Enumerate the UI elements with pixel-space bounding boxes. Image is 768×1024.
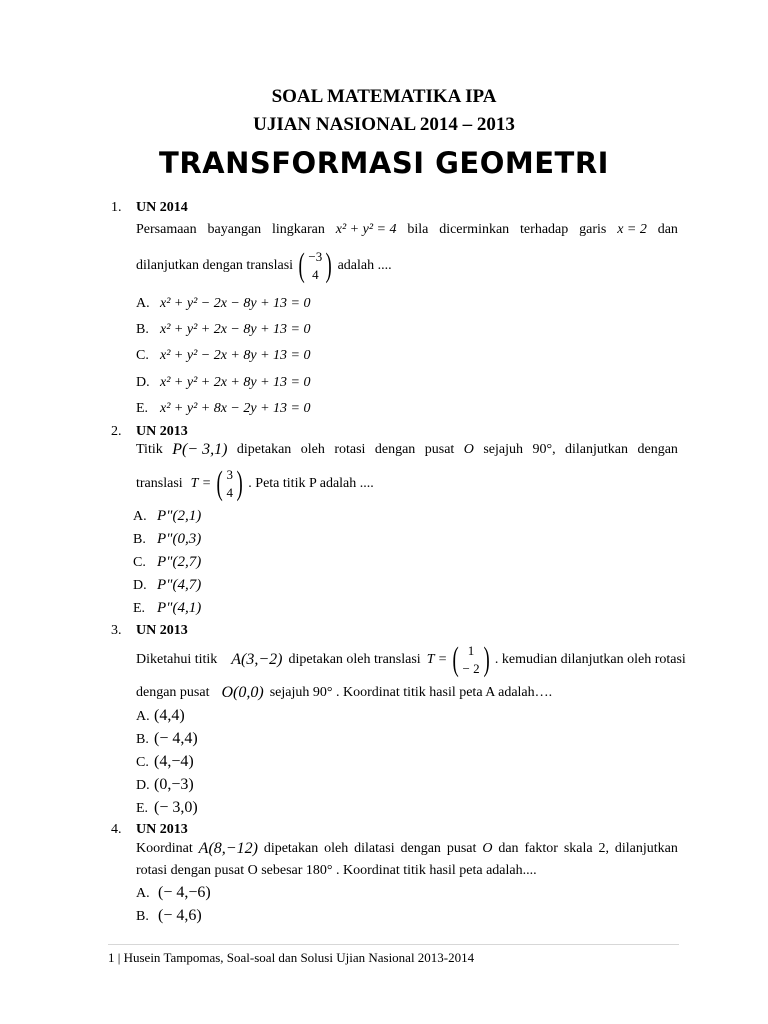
q2-translation-vector: ( 3 4 ) — [216, 465, 243, 502]
q2-year: UN 2013 — [136, 424, 188, 439]
q2-number: 2. — [111, 424, 122, 439]
q1-option-e: E. x² + y² + 8x − 2y + 13 = 0 — [136, 401, 311, 416]
q1-circle-equation: x² + y² = 4 — [335, 222, 397, 237]
q1-number: 1. — [111, 200, 122, 215]
q1-option-b: B. x² + y² + 2x − 8y + 13 = 0 — [136, 322, 311, 337]
q1-translation-vector: ( −3 4 ) — [298, 247, 333, 284]
q2-option-d: D. P"(4,7) — [133, 577, 202, 593]
q1-line-equation: x = 2 — [617, 222, 647, 237]
q2-option-b: B. P"(0,3) — [133, 531, 202, 547]
q1-line1: Persamaan bayangan lingkaran x² + y² = 4 bila dicerminkan terhadap garis x = 2 dan — [136, 222, 678, 237]
q3-line2: dengan pusat O(0,0) sejajuh 90° . Koordinat titik hasil peta A adalah…. — [136, 684, 553, 701]
q1-option-d: D. x² + y² + 2x + 8y + 13 = 0 — [136, 375, 311, 390]
q3-point: A(3,−2) — [231, 651, 283, 668]
q3-option-a: A. (4,4) — [136, 707, 185, 724]
q1-option-a: A. x² + y² − 2x − 8y + 13 = 0 — [136, 296, 311, 311]
q2-option-e: E. P"(4,1) — [133, 600, 202, 616]
q3-option-e: E. (− 3,0) — [136, 799, 198, 816]
q4-point: A(8,−12) — [198, 840, 258, 857]
q1-line2: dilanjutkan dengan translasi ( −3 4 ) adalah .... — [136, 247, 392, 284]
q3-option-b: B. (− 4,4) — [136, 730, 198, 747]
q3-origin: O(0,0) — [221, 684, 264, 701]
q4-option-a: A. (− 4,−6) — [136, 884, 211, 901]
q4-number: 4. — [111, 822, 122, 837]
q4-year: UN 2013 — [136, 822, 188, 837]
header-subject: SOAL MATEMATIKA IPA — [271, 86, 497, 107]
q2-option-c: C. P"(2,7) — [133, 554, 202, 570]
q3-line1: Diketahui titik A(3,−2) dipetakan oleh translasi T = ( 1 − 2 ) . kemudian dilanjutkan oleh rotasi — [136, 641, 686, 678]
q3-translation-vector: ( 1 − 2 ) — [452, 641, 490, 678]
q3-option-d: D. (0,−3) — [136, 776, 194, 793]
q2-option-a: A. P"(2,1) — [133, 508, 202, 524]
q4-option-b: B. (− 4,6) — [136, 907, 202, 924]
header-title: TRANSFORMASI GEOMETRI — [159, 146, 609, 180]
q2-line2: translasi T = ( 3 4 ) . Peta titik P adalah .... — [136, 465, 374, 502]
q3-option-c: C. (4,−4) — [136, 753, 194, 770]
q2-line1: Titik P(− 3,1) dipetakan oleh rotasi dengan pusat O sejajuh 90°, dilanjutkan dengan — [136, 441, 678, 458]
q4-line2: rotasi dengan pusat O sebesar 180° . Koordinat titik hasil peta adalah.... — [136, 863, 537, 878]
q2-point: P(− 3,1) — [172, 441, 228, 458]
q1-year: UN 2014 — [136, 200, 188, 215]
q3-number: 3. — [111, 623, 122, 638]
q4-line1: Koordinat A(8,−12) dipetakan oleh dilatasi dengan pusat O dan faktor skala 2, dilanjutkan — [136, 840, 678, 857]
header-exam: UJIAN NASIONAL 2014 – 2013 — [253, 114, 515, 135]
q3-year: UN 2013 — [136, 623, 188, 638]
footer-divider — [108, 944, 679, 945]
page-footer: 1 | Husein Tampomas, Soal-soal dan Solusi Ujian Nasional 2013-2014 — [108, 950, 475, 965]
q1-option-c: C. x² + y² − 2x + 8y + 13 = 0 — [136, 348, 311, 363]
